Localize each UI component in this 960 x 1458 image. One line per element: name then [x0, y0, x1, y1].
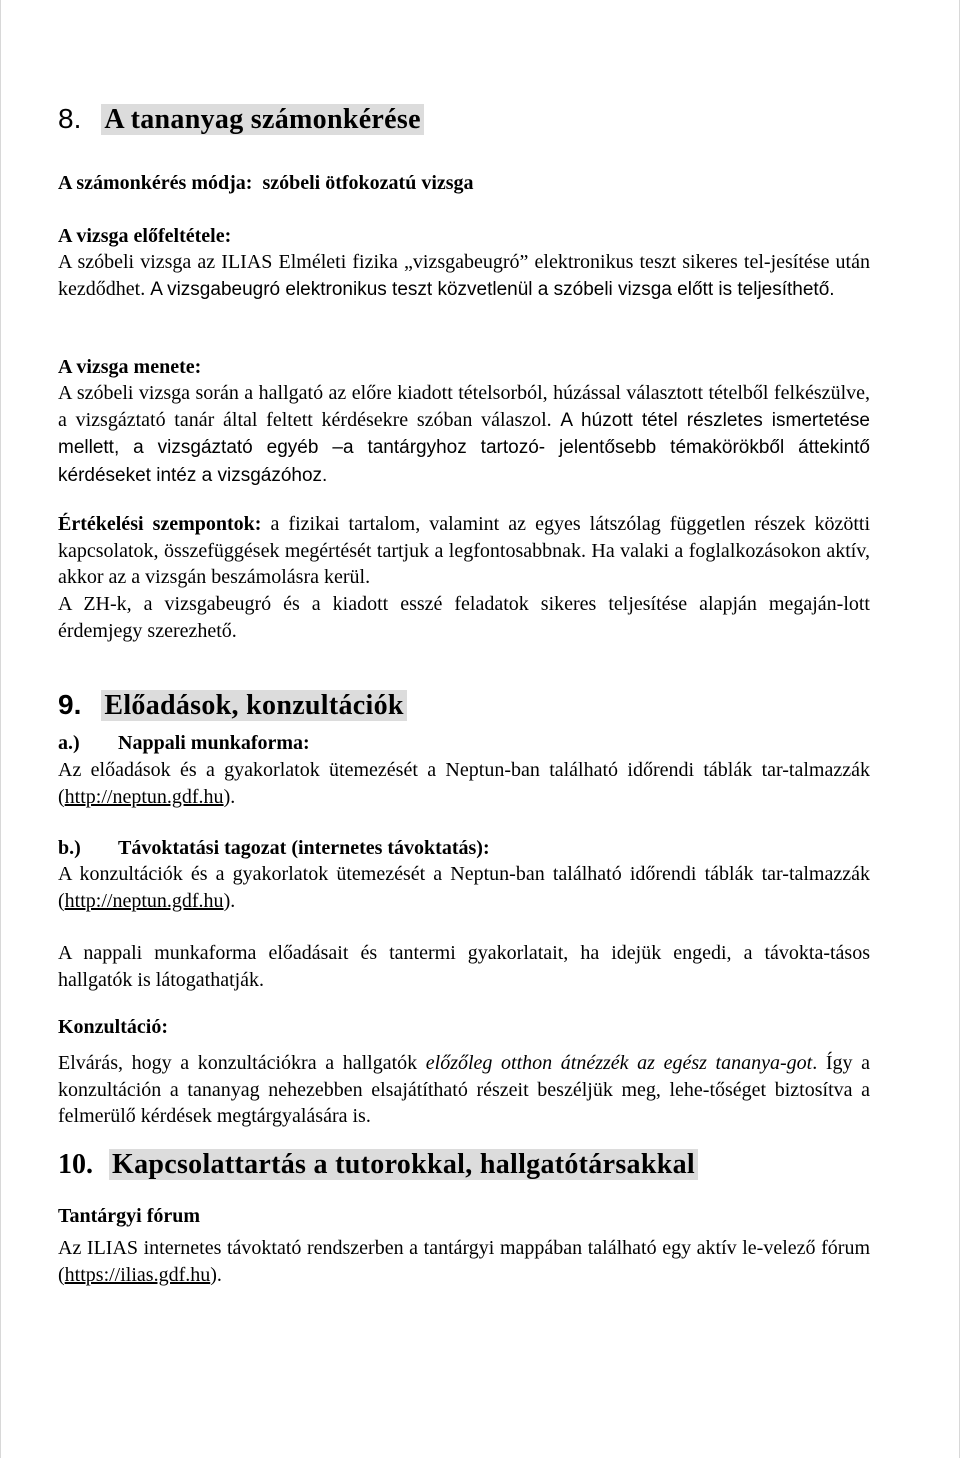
section-number: 8.	[58, 103, 82, 134]
daytime-prefix: a.)	[58, 732, 80, 754]
evaluation-paragraph-2: A ZH-k, a vizsgabeugró és a kiadott esszé feladatok sikeres teljesítése alapján megaján-lott érdemjegy szerezhető.	[58, 593, 870, 642]
neptun-link[interactable]: http://neptun.gdf.hu	[64, 889, 224, 912]
section-8-heading	[58, 100, 870, 139]
forum-text: Az ILIAS internetes távoktató rendszerben a tantárgyi mappában található egy aktív le-velező fórum (	[58, 1237, 870, 1286]
consultation-paragraph	[58, 1050, 870, 1130]
process-paragraph	[58, 380, 870, 489]
consultation-post: . Így a konzultáción a tananyag nehezebben elsajátítható részeit beszéljük meg, lehe-tőséget biztosítva a felmerülő kérdések megtárgyalására is.	[58, 1052, 870, 1127]
prereq-text-2: A vizsgabeugró elektronikus teszt közvetlenül a szóbeli vizsga előtt is teljesíthető.	[150, 278, 835, 300]
evaluation-text-2: Ha valaki a foglalkozásokon aktív, akkor az a vizsgán beszámolásra kerül.	[58, 539, 871, 588]
distance-paragraph	[58, 861, 870, 914]
distance-prefix: b.)	[58, 837, 81, 859]
daytime-paragraph	[58, 757, 870, 810]
ilias-link[interactable]: https://ilias.gdf.hu	[64, 1263, 211, 1286]
section-title: Előadások, konzultációk	[101, 690, 406, 721]
process-text-1: A szóbeli vizsga során a hallgató az előre kiadott tételsorból, húzással választott tételből felkészülve, a vizsgáztató tanár által feltett kérdésekre szóban válaszol.	[58, 382, 870, 431]
consultation-label: Konzultáció:	[58, 1016, 168, 1038]
process-text-2: A húzott tétel részletes ismertetése mellett, a vizsgáztató egyéb –a tantárgyhoz tartozó- jelentősebb témakörökből áttekintő kérdéseket intéz a vizsgázóhoz.	[58, 409, 870, 486]
distance-after: ).	[223, 889, 236, 912]
daytime-heading	[58, 730, 870, 757]
section-10-heading	[58, 1146, 870, 1184]
section-9-heading	[58, 686, 870, 725]
daytime-label: Nappali munkaforma:	[118, 732, 310, 754]
consultation-pre: Elvárás, hogy a konzultációkra a hallgatók	[58, 1052, 426, 1074]
exam-mode-label: A számonkérés módja:	[58, 172, 253, 194]
daytime-after: ).	[223, 785, 236, 808]
prereq-label: A vizsga előfeltétele:	[58, 225, 232, 247]
prereq-paragraph	[58, 249, 870, 303]
visiting-paragraph: A nappali munkaforma előadásait és tantermi gyakorlatait, ha idejük engedi, a távokta-tásos hallgatók is látogathatják.	[58, 942, 870, 991]
forum-label: Tantárgyi fórum	[58, 1205, 201, 1227]
evaluation-text-1: a fizikai tartalom, valamint az egyes látszólag független részek közötti kapcsolatok, összefüggések megértését tartjuk a legfontosabbnak.	[58, 513, 871, 562]
exam-mode-line	[58, 170, 870, 197]
forum-paragraph	[58, 1235, 870, 1288]
section-number: 10.	[58, 1149, 93, 1180]
process-label: A vizsga menete:	[58, 356, 202, 378]
distance-heading	[58, 835, 870, 862]
section-number: 9.	[58, 689, 82, 720]
distance-label: Távoktatási tagozat (internetes távoktatás):	[118, 837, 490, 859]
evaluation-paragraph	[58, 511, 870, 591]
consultation-italic: előzőleg otthon átnézzék az egész tananya-got	[425, 1052, 813, 1074]
section-title: Kapcsolattartás a tutorokkal, hallgatótársakkal	[109, 1149, 698, 1180]
evaluation-label: Értékelési szempontok:	[58, 513, 262, 535]
exam-mode-value: szóbeli ötfokozatú vizsga	[262, 172, 474, 194]
neptun-link[interactable]: http://neptun.gdf.hu	[64, 785, 224, 808]
prereq-text-1: A szóbeli vizsga az ILIAS Elméleti fizika „vizsgabeugró” elektronikus teszt sikeres tel-jesítése után kezdődhet.	[58, 251, 870, 300]
forum-after: ).	[210, 1263, 222, 1286]
daytime-text: Az előadások és a gyakorlatok ütemezését a Neptun-ban található időrendi táblák tar-talmazzák (	[58, 759, 870, 808]
section-title: A tananyag számonkérése	[101, 104, 423, 135]
distance-text: A konzultációk és a gyakorlatok ütemezését a Neptun-ban található időrendi táblák tar-talmazzák (	[58, 863, 870, 912]
